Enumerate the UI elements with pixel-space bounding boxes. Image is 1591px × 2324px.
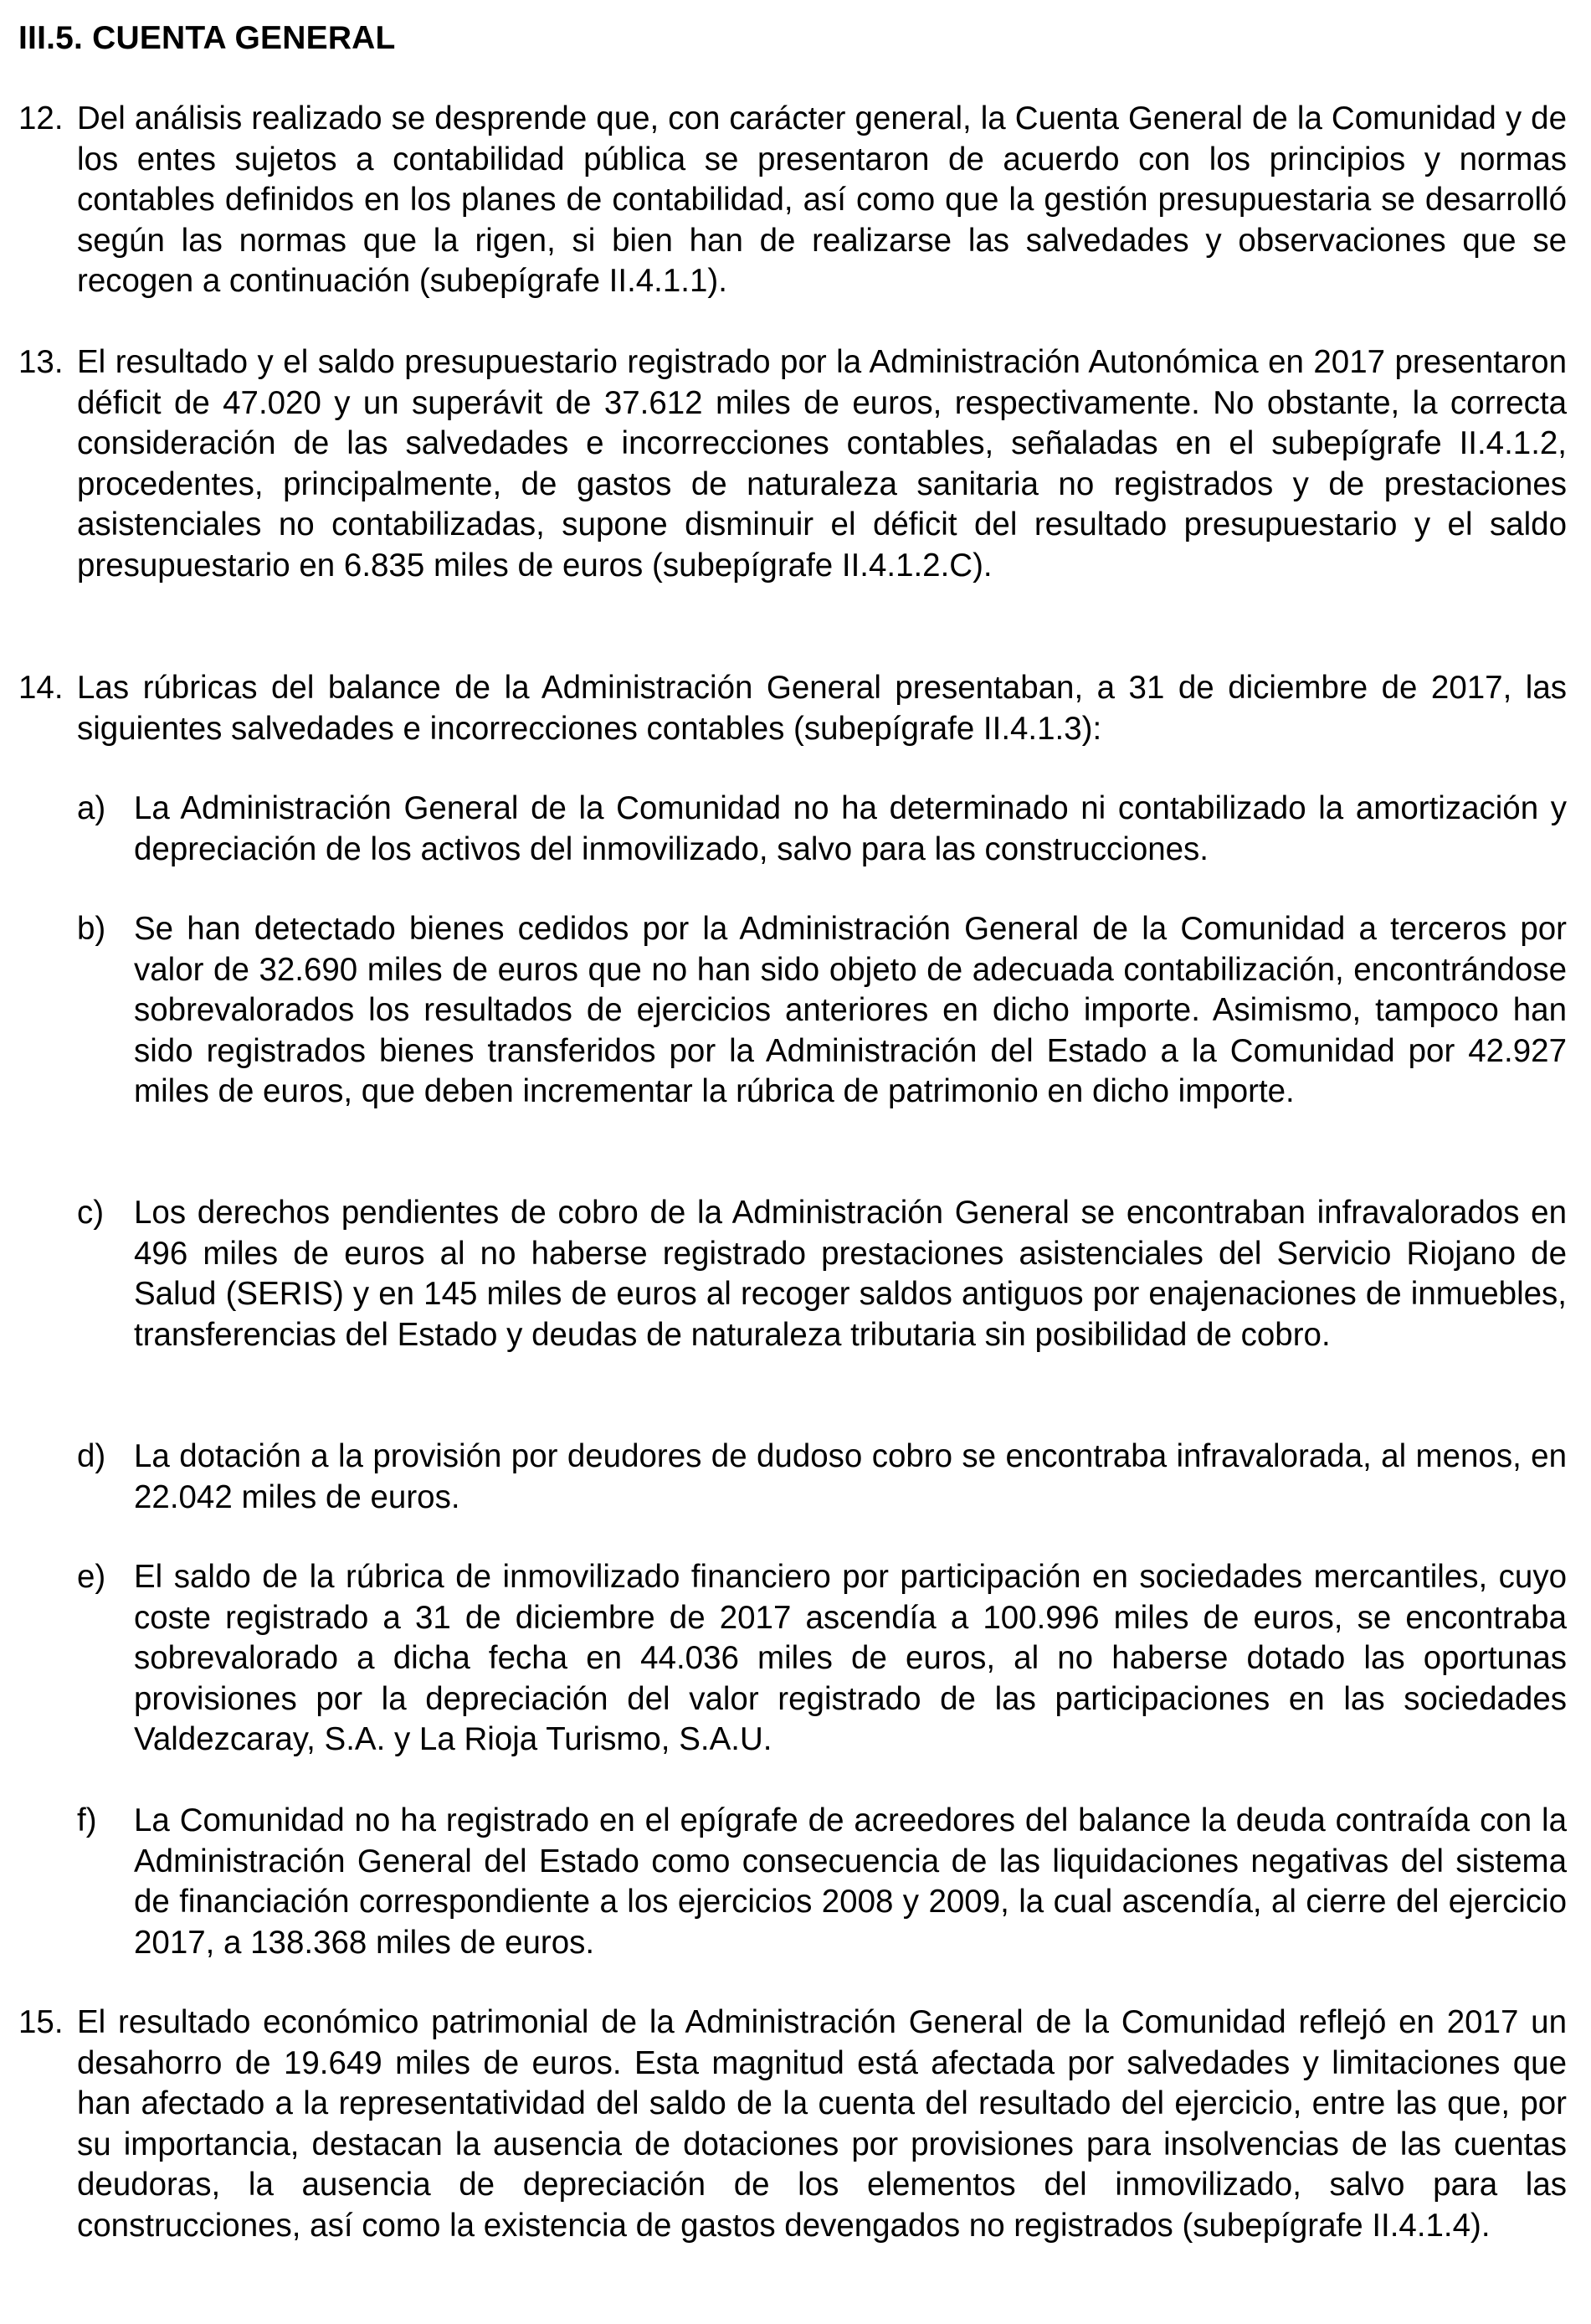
subitem-d [77, 1437, 1567, 1518]
subitem-letter: a) [77, 790, 106, 826]
paragraph-number: 12. [18, 100, 64, 136]
subitem-letter: e) [77, 1559, 106, 1595]
paragraph-number: 13. [18, 344, 64, 380]
section-heading: III.5. CUENTA GENERAL [18, 20, 396, 56]
subitem-letter: d) [77, 1438, 106, 1474]
paragraph-13 [18, 342, 1567, 586]
subitem-e [77, 1557, 1567, 1761]
subitem-text: La Administración General de la Comunidad no ha determinado ni contabilizado la amortización y depreciación de los activos del inmovilizado, salvo para las construcciones. [134, 790, 1567, 867]
subitem-text: La Comunidad no ha registrado en el epígrafe de acreedores del balance la deuda contraída con la Administración General del Estado como consecuencia de las liquidaciones negativas del sistema de financiación correspondiente a los ejercicios 2008 y 2009, la cual ascendía, al cierre del ejercicio 2017, a 138.368 miles de euros. [134, 1802, 1567, 1961]
subitem-c [77, 1193, 1567, 1355]
subitem-letter: c) [77, 1195, 105, 1231]
subitem-text: Los derechos pendientes de cobro de la Administración General se encontraban infravalorados en 496 miles de euros al no haberse registrado prestaciones asistenciales del Servicio Riojano de Salud (SERIS) y en 145 miles de euros al recoger saldos antiguos por enajenaciones de inmuebles, transferencias del Estado y deudas de naturaleza tributaria sin posibilidad de cobro. [134, 1195, 1567, 1353]
subitem-text: Se han detectado bienes cedidos por la Administración General de la Comunidad a terceros por valor de 32.690 miles de euros que no han sido objeto de adecuada contabilización, encontrándose sobrevalorados los resultados de ejercicios anteriores en dicho importe. Asimismo, tampoco han sido registrados bienes transferidos por la Administración del Estado a la Comunidad por 42.927 miles de euros, que deben incrementar la rúbrica de patrimonio en dicho importe. [134, 911, 1567, 1109]
paragraph-number: 15. [18, 2004, 64, 2040]
paragraph-12 [18, 99, 1567, 302]
subitem-letter: f) [77, 1802, 97, 1838]
subitem-text: El saldo de la rúbrica de inmovilizado financiero por participación en sociedades mercantiles, cuyo coste registrado a 31 de diciembre de 2017 ascendía a 100.996 miles de euros, se encontraba sobrevalorado a dicha fecha en 44.036 miles de euros, al no haberse dotado las oportunas provisiones por la depreciación del valor registrado de las participaciones en las sociedades Valdezcaray, S.A. y La Rioja Turismo, S.A.U. [134, 1559, 1567, 1757]
paragraph-14 [18, 668, 1567, 749]
paragraph-text: El resultado y el saldo presupuestario registrado por la Administración Autonómica en 2017 presentaron déficit de 47.020 y un superávit de 37.612 miles de euros, respectivamente. No obstante, la correcta consideración de las salvedades e incorrecciones contables, señaladas en el subepígrafe II.4.1.2, procedentes, principalmente, de gastos de naturaleza sanitaria no registrados y de prestaciones asistenciales no contabilizadas, supone disminuir el déficit del resultado presupuestario y el saldo presupuestario en 6.835 miles de euros (subepígrafe II.4.1.2.C). [77, 344, 1567, 584]
subitem-f [77, 1801, 1567, 1963]
paragraph-text: Del análisis realizado se desprende que, con carácter general, la Cuenta General de la Comunidad y de los entes sujetos a contabilidad pública se presentaron de acuerdo con los principios y normas contables definidos en los planes de contabilidad, así como que la gestión presupuestaria se desarrolló según las normas que la rigen, si bien han de realizarse las salvedades y observaciones que se recogen a continuación (subepígrafe II.4.1.1). [77, 100, 1567, 299]
paragraph-number: 14. [18, 670, 64, 706]
paragraph-text: Las rúbricas del balance de la Administración General presentaban, a 31 de diciembre de 2017, las siguientes salvedades e incorrecciones contables (subepígrafe II.4.1.3): [77, 670, 1567, 747]
paragraph-15 [18, 2003, 1567, 2246]
subitem-text: La dotación a la provisión por deudores de dudoso cobro se encontraba infravalorada, al menos, en 22.042 miles de euros. [134, 1438, 1567, 1515]
paragraph-text: El resultado económico patrimonial de la Administración General de la Comunidad reflejó en 2017 un desahorro de 19.649 miles de euros. Esta magnitud está afectada por salvedades y limitaciones que han afectado a la representatividad del saldo de la cuenta del resultado del ejercicio, entre las que, por su importancia, destacan la ausencia de dotaciones por provisiones para insolvencias de las cuentas deudoras, la ausencia de depreciación de los elementos del inmovilizado, salvo para las construcciones, así como la existencia de gastos devengados no registrados (subepígrafe II.4.1.4). [77, 2004, 1567, 2244]
subitem-b [77, 909, 1567, 1113]
subitem-letter: b) [77, 911, 106, 947]
subitem-a [77, 789, 1567, 870]
